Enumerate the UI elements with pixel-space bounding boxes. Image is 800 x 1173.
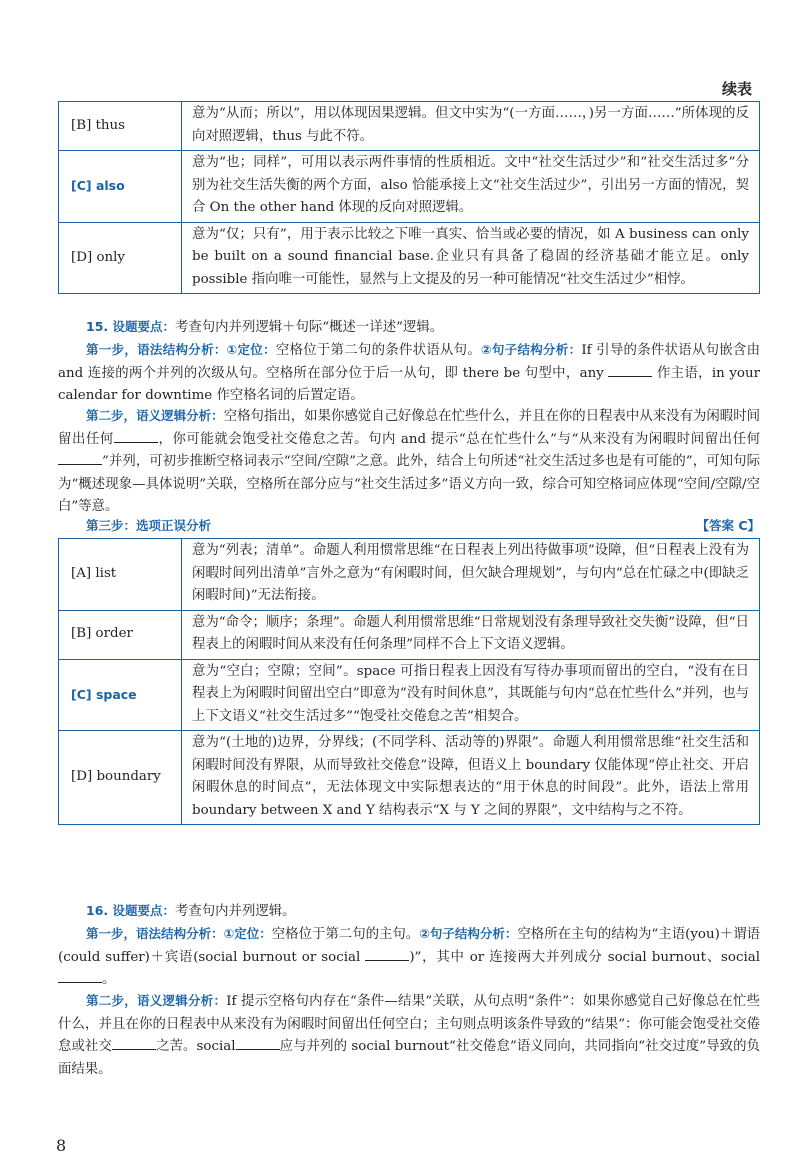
q15-step1-structure-cont: 作主语，in your calendar for downtime 作空格名词的后置定语。 (58, 365, 760, 403)
answer-blank (236, 1036, 280, 1050)
q16-step1-structure: 空格所在主句的结构为“主语(you)＋谓语(could suffer)＋宾语(social burnout or social (58, 927, 761, 965)
q15-title-lead: 15. 设题要点： (86, 319, 175, 334)
q15-step2-text-end: ”并列，可初步推断空格词表示“空间/空隙”之意。此外，结合上句所述“社交生活过多也是有可能的”，可知句际为“概述现象—具体说明”关联，空格所在部分应与“社交生活过多”语义方向一致，综合可知空格词应体现“空间/空隙/空白”等意。 (58, 454, 760, 514)
q16-heading (58, 900, 760, 924)
table-row (59, 659, 760, 731)
answer-blank (58, 969, 102, 983)
q16-step2-text-end: 应与并列的 social burnout“社交倦怠”语义同向，共同指向“社交过度”导致的负面结果。 (58, 1039, 761, 1077)
q15-answer-badge: 【答案 C】 (696, 518, 760, 533)
table-row (59, 222, 760, 294)
table-row (59, 731, 760, 825)
q15-step3 (86, 516, 760, 534)
table-row (59, 151, 760, 223)
q16-step2-lead: 第二步，语义逻辑分析： (86, 993, 227, 1008)
table-row (59, 102, 760, 151)
option-explanation: 意为“仅；只有”，用于表示比较之下唯一真实、恰当或必要的情况，如 A business can only be built on a sound financial base.企业只有具备了稳固的经济基础才能立足。only possible 指向唯一可能性，显然与上文提及的另一种可能情况“社交生活过少”相悖。 (182, 222, 760, 294)
option-key-correct: [C] also (59, 151, 182, 223)
continued-table-label: 续表 (721, 80, 752, 98)
option-explanation: 意为“从而；所以”，用以体现因果逻辑。但文中实为“(一方面……，)另一方面……”所体现的反向对照逻辑，thus 与此不符。 (182, 102, 760, 151)
option-explanation: 意为“也；同样”，可用以表示两件事情的性质相近。文中“社交生活过少”和“社交生活过多”分别为社交生活失衡的两个方面，also 恰能承接上文“社交生活过少”，引出另一方面的情况，契合 On the other hand 体现的反向对照逻辑。 (182, 151, 760, 223)
option-key: [A] list (59, 539, 182, 611)
q15-step1-location: 空格位于第二句的条件状语从句。 (275, 343, 481, 358)
q16-title-text: 考查句内并列逻辑。 (175, 904, 296, 919)
answer-blank (114, 429, 158, 443)
table-row (59, 610, 760, 659)
q15-step1 (58, 339, 760, 408)
answer-blank (58, 451, 102, 465)
option-key: [B] order (59, 610, 182, 659)
option-explanation: 意为“命令；顺序；条理”。命题人利用惯常思维“日常规划没有条理导致社交失衡”设障，但“日程表上的闲暇时间从来没有任何条理”同样不合上下文语义逻辑。 (182, 610, 760, 659)
answer-blank (365, 947, 409, 961)
option-explanation: 意为“列表；清单”。命题人利用惯常思维“在日程表上列出待做事项”设障，但“日程表上没有为闲暇时间列出清单”言外之意为“有闲暇时间，但欠缺合理规划”，与句内“总在忙碌之中(即缺乏闲暇时间)”无法衔接。 (182, 539, 760, 611)
q16-step2-text: If 提示空格句内存在“条件—结果”关联，从句点明“条件”：如果你感觉自己好像总在忙些什么，并且在你的日程表中从来没有为闲暇时间留出任何空白；主句则点明该条件导致的“结果”：你可能会饱受社交倦怠或社交 (58, 994, 760, 1054)
option-key: [D] only (59, 222, 182, 294)
q16-step1-lead: 第一步，语法结构分析：①定位： (86, 926, 272, 941)
q15-step3-label: 第三步：选项正误分析 (86, 518, 212, 533)
q16-step1-location: 空格位于第二句的主句。 (271, 927, 420, 942)
answer-blank (112, 1036, 156, 1050)
q16-step1-structure-cont: )”，其中 or 连接两大并列成分 social burnout、social (409, 949, 760, 965)
q16-step1 (58, 923, 760, 992)
q15-step1-structure: If 引导的条件状语从句嵌含由 and 连接的两个并列的次级从句。空格所在部分位于后一从句，即 there be 句型中，any (58, 343, 760, 381)
q16-step2-text-cont: 之苦。social (155, 1039, 236, 1054)
option-key-correct: [C] space (59, 659, 182, 731)
q16-step1-lead2: ②句子结构分析： (419, 926, 518, 941)
option-key: [D] boundary (59, 731, 182, 825)
q15-step2-text: 空格句指出，如果你感觉自己好像总在忙些什么，并且在你的日程表中从来没有为闲暇时间留出任何 (58, 409, 760, 447)
q15-title-text: 考查句内并列逻辑＋句际“概述一详述”逻辑。 (175, 320, 444, 335)
options-table-continued (58, 101, 760, 294)
q15-step2-lead: 第二步，语义逻辑分析： (86, 408, 224, 423)
q15-heading (58, 316, 760, 340)
table-row (59, 539, 760, 611)
option-explanation: 意为“(土地的)边界，分界线；(不同学科、活动等的)界限”。命题人利用惯常思维“社交生活和闲暇时间没有界限，从而导致社交倦怠”设障，但语义上 boundary 仅能体现“停止社交、开启闲暇休息的时间点”，无法体现文中实际想表达的“用于休息的时间段”。此外，语法上常用 boundary between X and Y 结构表示“X 与 Y 之间的界限”，文中结构与之不符。 (182, 731, 760, 825)
q15-step1-lead: 第一步，语法结构分析：①定位： (86, 342, 276, 357)
option-key: [B] thus (59, 102, 182, 151)
q16-step1-structure-end: 。 (102, 972, 116, 987)
option-explanation: 意为“空白；空隙；空间”。space 可指日程表上因没有写待办事项而留出的空白，“没有在日程表上为闲暇时间留出空白”即意为“没有时间休息”，其既能与句内“总在忙些什么”并列，也与上下文语义“社交生活过多”“饱受社交倦怠之苦”相契合。 (182, 659, 760, 731)
q15-step2 (58, 405, 760, 519)
page-number: 8 (56, 1136, 67, 1155)
answer-blank (608, 363, 652, 377)
options-table-q15 (58, 538, 760, 825)
q15-step1-lead2: ②句子结构分析： (481, 342, 582, 357)
q16-step2 (58, 990, 760, 1081)
q16-title-lead: 16. 设题要点： (86, 903, 175, 918)
q15-step2-text-cont: ，你可能就会饱受社交倦怠之苦。句内 and 提示“总在忙些什么”与“从来没有为闲暇时间留出任何 (157, 431, 761, 447)
